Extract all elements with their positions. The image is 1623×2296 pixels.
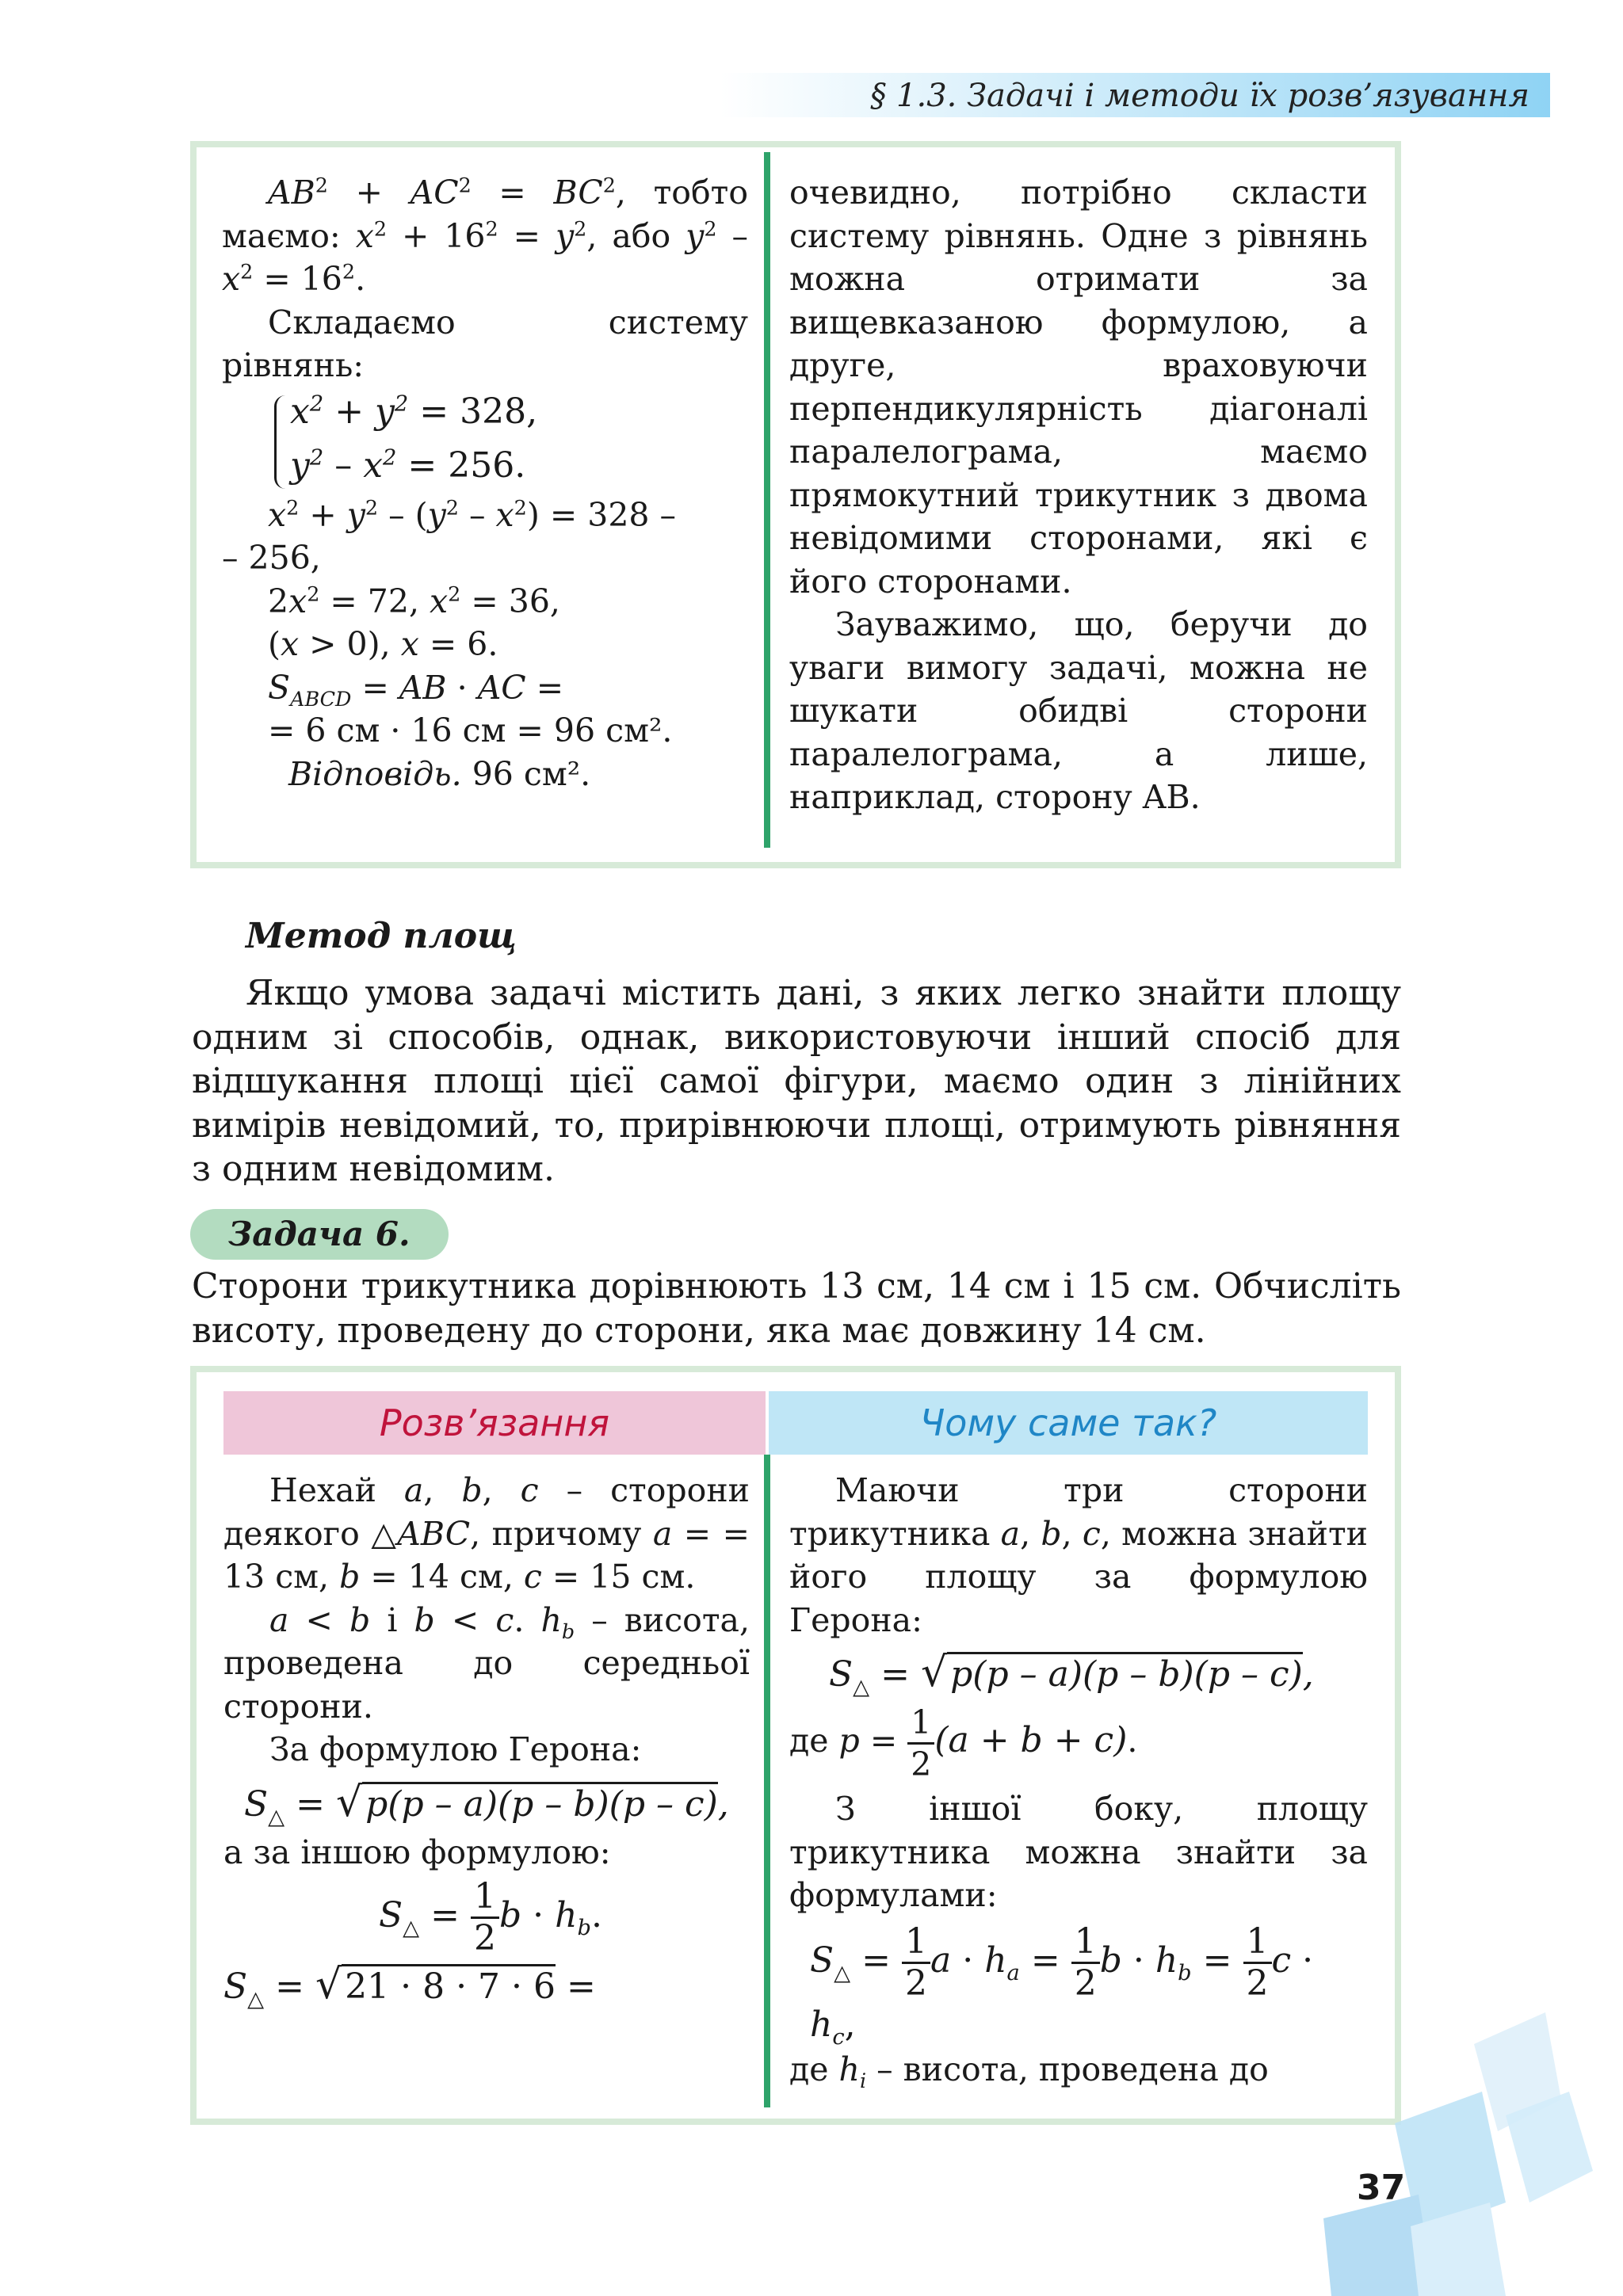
task-statement: Сторони трикутника дорівнюють 13 см, 14 см і 15 см. Обчисліть висоту, проведену до сторони, яка має довжину 14 см. [192, 1266, 1401, 1351]
page-number: 37 [1357, 2168, 1406, 2208]
box2-right-paragraph-1: Маючи три сторони трикутника a, b, c, можна знайти його площу за формулою Герона: [789, 1471, 1368, 1639]
box2-left-paragraph-4: а за іншою формулою: [223, 1833, 611, 1871]
area-formula-left: $S_\triangle$ = $\frac{1}{2}$ $b \cdot h_b$. [379, 1876, 602, 1958]
area-formulas-right: $S_\triangle$ = $\frac{1}{2}$ $a \cdot h_a$ = $\frac{1}{2}$ $b \cdot h_b$ = $\frac{1}{2}$ $c \cdot h_c$, [810, 1920, 1314, 2050]
column-divider-1 [764, 152, 770, 848]
solution-header: Розв’язання [223, 1391, 766, 1455]
heron-formula-right: $S_\triangle = √p(p - a)(p - b)(p - c)$, [829, 1649, 1314, 1699]
box1-right-column [789, 171, 1368, 819]
box1-right-paragraph-2: Зауважимо, що, беручи до уваги вимогу задачі, можна не шукати обидві сторони паралелограма, а лише, наприклад, сторону AB. [789, 605, 1368, 816]
box2-right-paragraph-3: де $h_i$ – висота, проведена до [789, 2050, 1269, 2093]
heron-formula-left: $S_\triangle = √p(p - a)(p - b)(p - c)$, [244, 1778, 729, 1829]
box1-right-paragraph-1: очевидно, потрібно скласти систему рівнянь. Одне з рівнянь можна отримати за вищевказаною формулою, а друге, враховуючи перпендикулярність діагоналі паралелограма, маємо прямокутний трикутник з двома невідомими сторонами, які є його сторонами. [789, 174, 1368, 601]
box2-right-column [789, 1469, 1368, 2092]
heron-calculation: $S_\triangle = √21 \cdot 8 \cdot 7 \cdot 6$ = [223, 1961, 596, 2012]
box2-right-paragraph-2: З іншої боку, площу трикутника можна знайти за формулами: [789, 1790, 1368, 1914]
box2-left-paragraph-1: Нехай a, b, c – сторони деякого △ABC, причому a = = 13 см, b = 14 см, c = 15 см. [223, 1471, 750, 1596]
calc-line-2: – 256, [222, 539, 321, 577]
box1-system-intro: Складаємо систему рівнянь: [222, 303, 748, 384]
calc-line-3: $2x^2 = 72$, $x^2 = 36$, [268, 581, 560, 620]
calc-line-5: $S_{ABCD}$ = AB · AC = [268, 668, 564, 711]
column-divider-2 [764, 1455, 770, 2107]
why-header: Чому саме так? [769, 1391, 1368, 1455]
answer-value: 96 см². [472, 754, 591, 793]
box1-left-column [222, 171, 748, 795]
box1-equation-intro: $AB^2 + AC^2 = BC^2$, тобто маємо: $x^2 + 16^2 = y^2$, або $y^2 - x^2 = 16^2$. [222, 173, 749, 298]
box2-left-column [223, 1469, 750, 2012]
semiperimeter-definition: де p = $\frac{1}{2}$ (a + b + c). [789, 1703, 1138, 1783]
corner-decoration-icon [1300, 1997, 1623, 2296]
calc-line-1: $x^2 + y^2 - (y^2 - x^2) = 328$ – [268, 494, 677, 534]
task-label: Задача 6. [190, 1209, 449, 1260]
answer-line [288, 753, 748, 796]
equation-system: $x^2 + y^2 = 328$, $y^2 - x^2 = 256$. [274, 391, 748, 494]
answer-label: Відповідь. [288, 754, 462, 793]
calc-line-4: (x > 0), x = 6. [268, 625, 498, 663]
method-title: Метод площ [246, 916, 517, 956]
box2-left-paragraph-2: a < b і b < c. $h_b$ – висота, проведена до середньої сторони. [223, 1600, 750, 1726]
method-description: Якщо умова задачі містить дані, з яких легко знайти площу одним зі способів, однак, використовуючи інший спосіб для відшукання площі цієї самої фігури, маємо один з лінійних вимірів невідомий, то, прирівнюючи площі, отримують рівняння з одним невідомим. [192, 973, 1401, 1189]
calc-line-6: = 6 см · 16 см = 96 см². [268, 711, 673, 749]
section-title: § 1.3. Задачі і методи їх розв’язування [870, 78, 1529, 114]
box2-left-paragraph-3: За формулою Герона: [269, 1730, 642, 1768]
